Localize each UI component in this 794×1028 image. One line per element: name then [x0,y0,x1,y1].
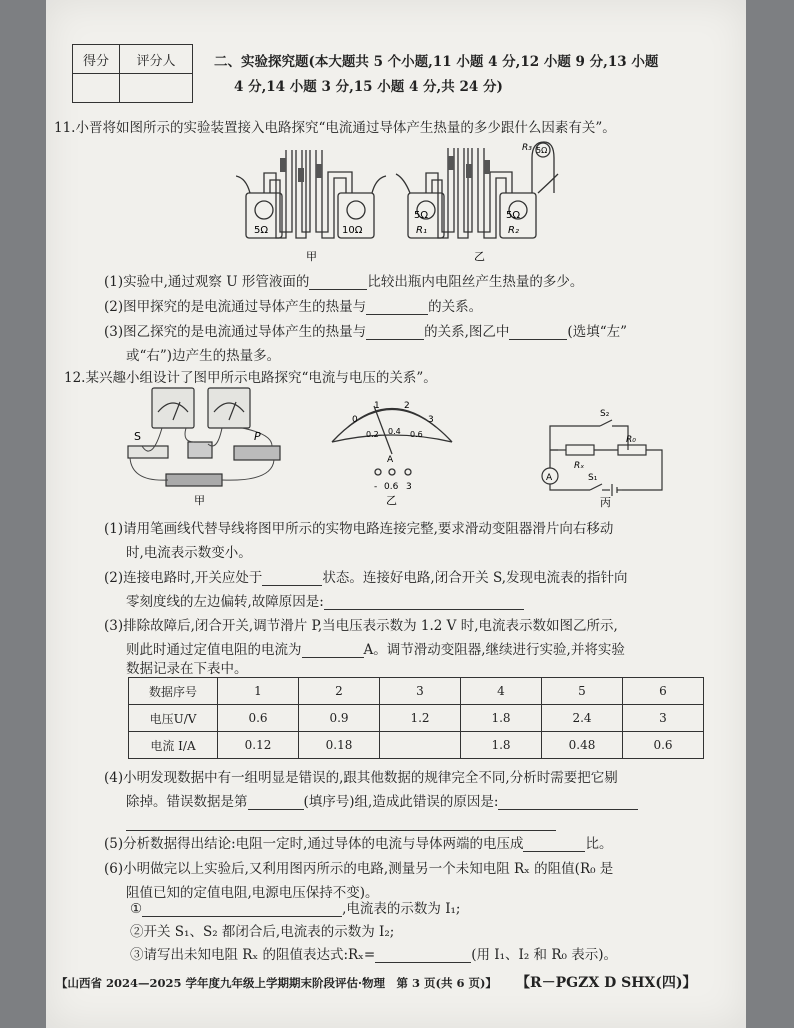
q12-blank-step1[interactable] [142,902,342,917]
q12-blank-formula[interactable] [375,948,471,963]
dial-terminal-minus: - [374,482,378,492]
q12-s3-text-b: 则此时通过定值电阻的电流为 [126,642,302,658]
grader-label: 评分人 [120,45,193,74]
q11-s3-text-b: 的关系,图乙中 [424,324,510,340]
q12-step1-marker: ① [130,901,143,917]
dial-tick-2: 2 [404,401,410,411]
q11-blank-4[interactable] [509,325,567,340]
q11-stem: 11.小晋将如图所示的实验装置接入电路探究“电流通过导体产生热量的多少跟什么因素有关”。 [54,120,616,136]
q12-blank-ratio[interactable] [523,837,585,852]
jia-right-resistor: 10Ω [342,225,363,236]
q11-s1-text: (1)实验中,通过观察 U 形管液面的 [104,274,310,290]
q12-s5-text: (5)分析数据得出结论:电阻一定时,通过导体的电流与导体两端的电压成 [104,836,524,852]
yi-r1-value: 5Ω [414,210,429,221]
ammeter-jia [208,388,250,428]
q12-s3-text: (3)排除故障后,闭合开关,调节滑片 P,当电压表示数为 1.2 V 时,电流表示数如图乙所示, [104,618,618,634]
section-title-cont: 4 分,14 小题 3 分,15 小题 4 分,共 24 分) [234,79,503,95]
dial-sub-0.4: 0.4 [388,427,401,436]
table-cell: 3 [380,678,461,705]
section-title: 二、实验探究题(本大题共 5 个小题,11 小题 4 分,12 小题 9 分,13 小题 [214,54,659,70]
q12-s6-text: (6)小明做完以上实验后,又利用图丙所示的电路,测量另一个未知电阻 Rₓ 的阻值(R₀ 是 [104,861,614,877]
q12-stem: 12.某兴趣小组设计了图甲所示电路探究“电流与电压的关系”。 [64,370,437,386]
q12-blank-switch[interactable] [262,571,322,586]
q12-step2-text: ②开关 S₁、S₂ 都闭合后,电流表的示数为 I₂; [130,924,395,940]
table-cell: 6 [623,678,704,705]
q11-s2-text: (2)图甲探究的是电流通过导体产生的热量与 [104,299,367,315]
q12-s2-text-b: 状态。连接好电路,闭合开关 S,发现电流表的指针向 [322,570,628,586]
table-cell: 1.8 [461,732,542,759]
q12-s1-text-b: 时,电流表示数变小。 [126,545,252,561]
q11-blank-1[interactable] [309,275,367,290]
q12-blank-group[interactable] [248,795,304,810]
yi-r1-label: R₁ [416,225,427,236]
q12-s2-text-c: 零刻度线的左边偏转,故障原因是: [126,594,324,610]
dial-sub-0.2: 0.2 [366,430,379,439]
table-cell: 0.48 [542,732,623,759]
table-cell: 0.6 [623,732,704,759]
table-cell: 0.6 [218,705,299,732]
exam-page [46,0,746,1028]
dial-tick-0: 0 [352,415,358,425]
q11-blank-2[interactable] [366,300,428,315]
table-cell: 5 [542,678,623,705]
table-cell: 2.4 [542,705,623,732]
footer-left: 【山西省 2024—2025 学年度九年级上学期期末阶段评估·物理 第 3 页(共 6 页)】 [56,976,497,990]
q11-s3-text-c: (选填“左” [567,324,627,340]
dial-sub-0.6: 0.6 [410,430,423,439]
table-row-voltage [129,705,704,732]
q12-s3-text-c: A。调节滑动变阻器,继续进行实验,并将实验 [363,642,625,658]
data-table [128,677,704,759]
footer-right: 【R－PGZX D SHX(四)】 [516,975,697,991]
table-cell: 0.18 [299,732,380,759]
bing-s2-label: S₂ [600,409,610,419]
dial-unit: A [387,455,394,465]
q12-step3-text-b: (用 I₁、I₂ 和 R₀ 表示)。 [471,947,617,963]
yi-r3-label: R₃ [522,143,532,153]
score-cell[interactable] [73,74,120,103]
jia-switch-label: S [134,430,141,443]
q12-caption-yi: 乙 [386,494,397,507]
table-cell: 电流 I/A [129,732,218,759]
q12-s2-text: (2)连接电路时,开关应处于 [104,570,263,586]
yi-r2-value: 5Ω [506,210,521,221]
q11-figure [236,138,566,266]
table-cell: 1 [218,678,299,705]
table-cell: 2 [299,678,380,705]
table-cell: 3 [623,705,704,732]
q12-s6-text-b: 阻值已知的定值电阻,电源电压保持不变)。 [126,885,379,901]
q11-s3-text-d: 或“右”)边产生的热量多。 [126,348,281,364]
table-cell: 0.9 [299,705,380,732]
table-cell: 0.12 [218,732,299,759]
yi-r2-label: R₂ [508,225,519,236]
q11-blank-3[interactable] [366,325,424,340]
grader-cell[interactable] [120,74,193,103]
table-cell-empty[interactable] [380,732,461,759]
table-cell: 1.8 [461,705,542,732]
table-cell: 电压U/V [129,705,218,732]
jia-slider-label: P [254,430,261,443]
q11-caption-yi: 乙 [474,250,485,263]
q12-s4-text: (4)小明发现数据中有一组明显是错误的,跟其他数据的规律完全不同,分析时需要把它剔 [104,770,618,786]
q11-s2-text-b: 的关系。 [428,299,483,315]
voltmeter-jia [152,388,194,428]
q11-s3-text: (3)图乙探究的是电流通过导体产生的热量与 [104,324,367,340]
table-cell: 1.2 [380,705,461,732]
score-label: 得分 [73,45,120,74]
q12-caption-bing: 丙 [600,496,611,509]
q12-blank-reason-cont[interactable] [126,816,556,831]
table-row-index [129,678,704,705]
bing-rx-label: Rₓ [574,461,585,471]
table-cell: 数据序号 [129,678,218,705]
bing-s1-label: S₁ [588,473,598,483]
q12-step1-text: ,电流表的示数为 I₁; [342,901,461,917]
q12-s5-text-b: 比。 [585,836,613,852]
q12-blank-reason[interactable] [498,795,638,810]
q12-s4-text-b: 除掉。错误数据是第 [126,794,248,810]
q11-caption-jia: 甲 [306,250,317,263]
q12-s4-text-c: (填序号)组,造成此错误的原因是: [303,794,499,810]
dial-terminal-3: 3 [406,482,412,492]
bing-ammeter-label: A [546,473,553,483]
q12-blank-current[interactable] [302,643,364,658]
table-cell: 4 [461,678,542,705]
yi-r3-value: 5Ω [536,146,548,155]
q11-s1-text-b: 比较出瓶内电阻丝产生热量的多少。 [367,274,584,290]
table-row-current [129,732,704,759]
q12-blank-fault[interactable] [324,595,524,610]
q12-s1-text: (1)请用笔画线代替导线将图甲所示的实物电路连接完整,要求滑动变阻器滑片向右移动 [104,521,614,537]
bing-r0-label: R₀ [626,435,636,445]
q12-figure [122,382,682,510]
dial-tick-3: 3 [428,415,434,425]
q12-step3-text: ③请写出未知电阻 Rₓ 的阻值表达式:Rₓ= [130,947,376,963]
dial-tick-1: 1 [374,401,380,411]
q12-s3-text-d: 数据记录在下表中。 [126,661,248,677]
dial-terminal-0.6: 0.6 [384,482,399,492]
q12-caption-jia: 甲 [194,494,205,507]
jia-left-resistor: 5Ω [254,225,269,236]
score-box [72,44,193,103]
